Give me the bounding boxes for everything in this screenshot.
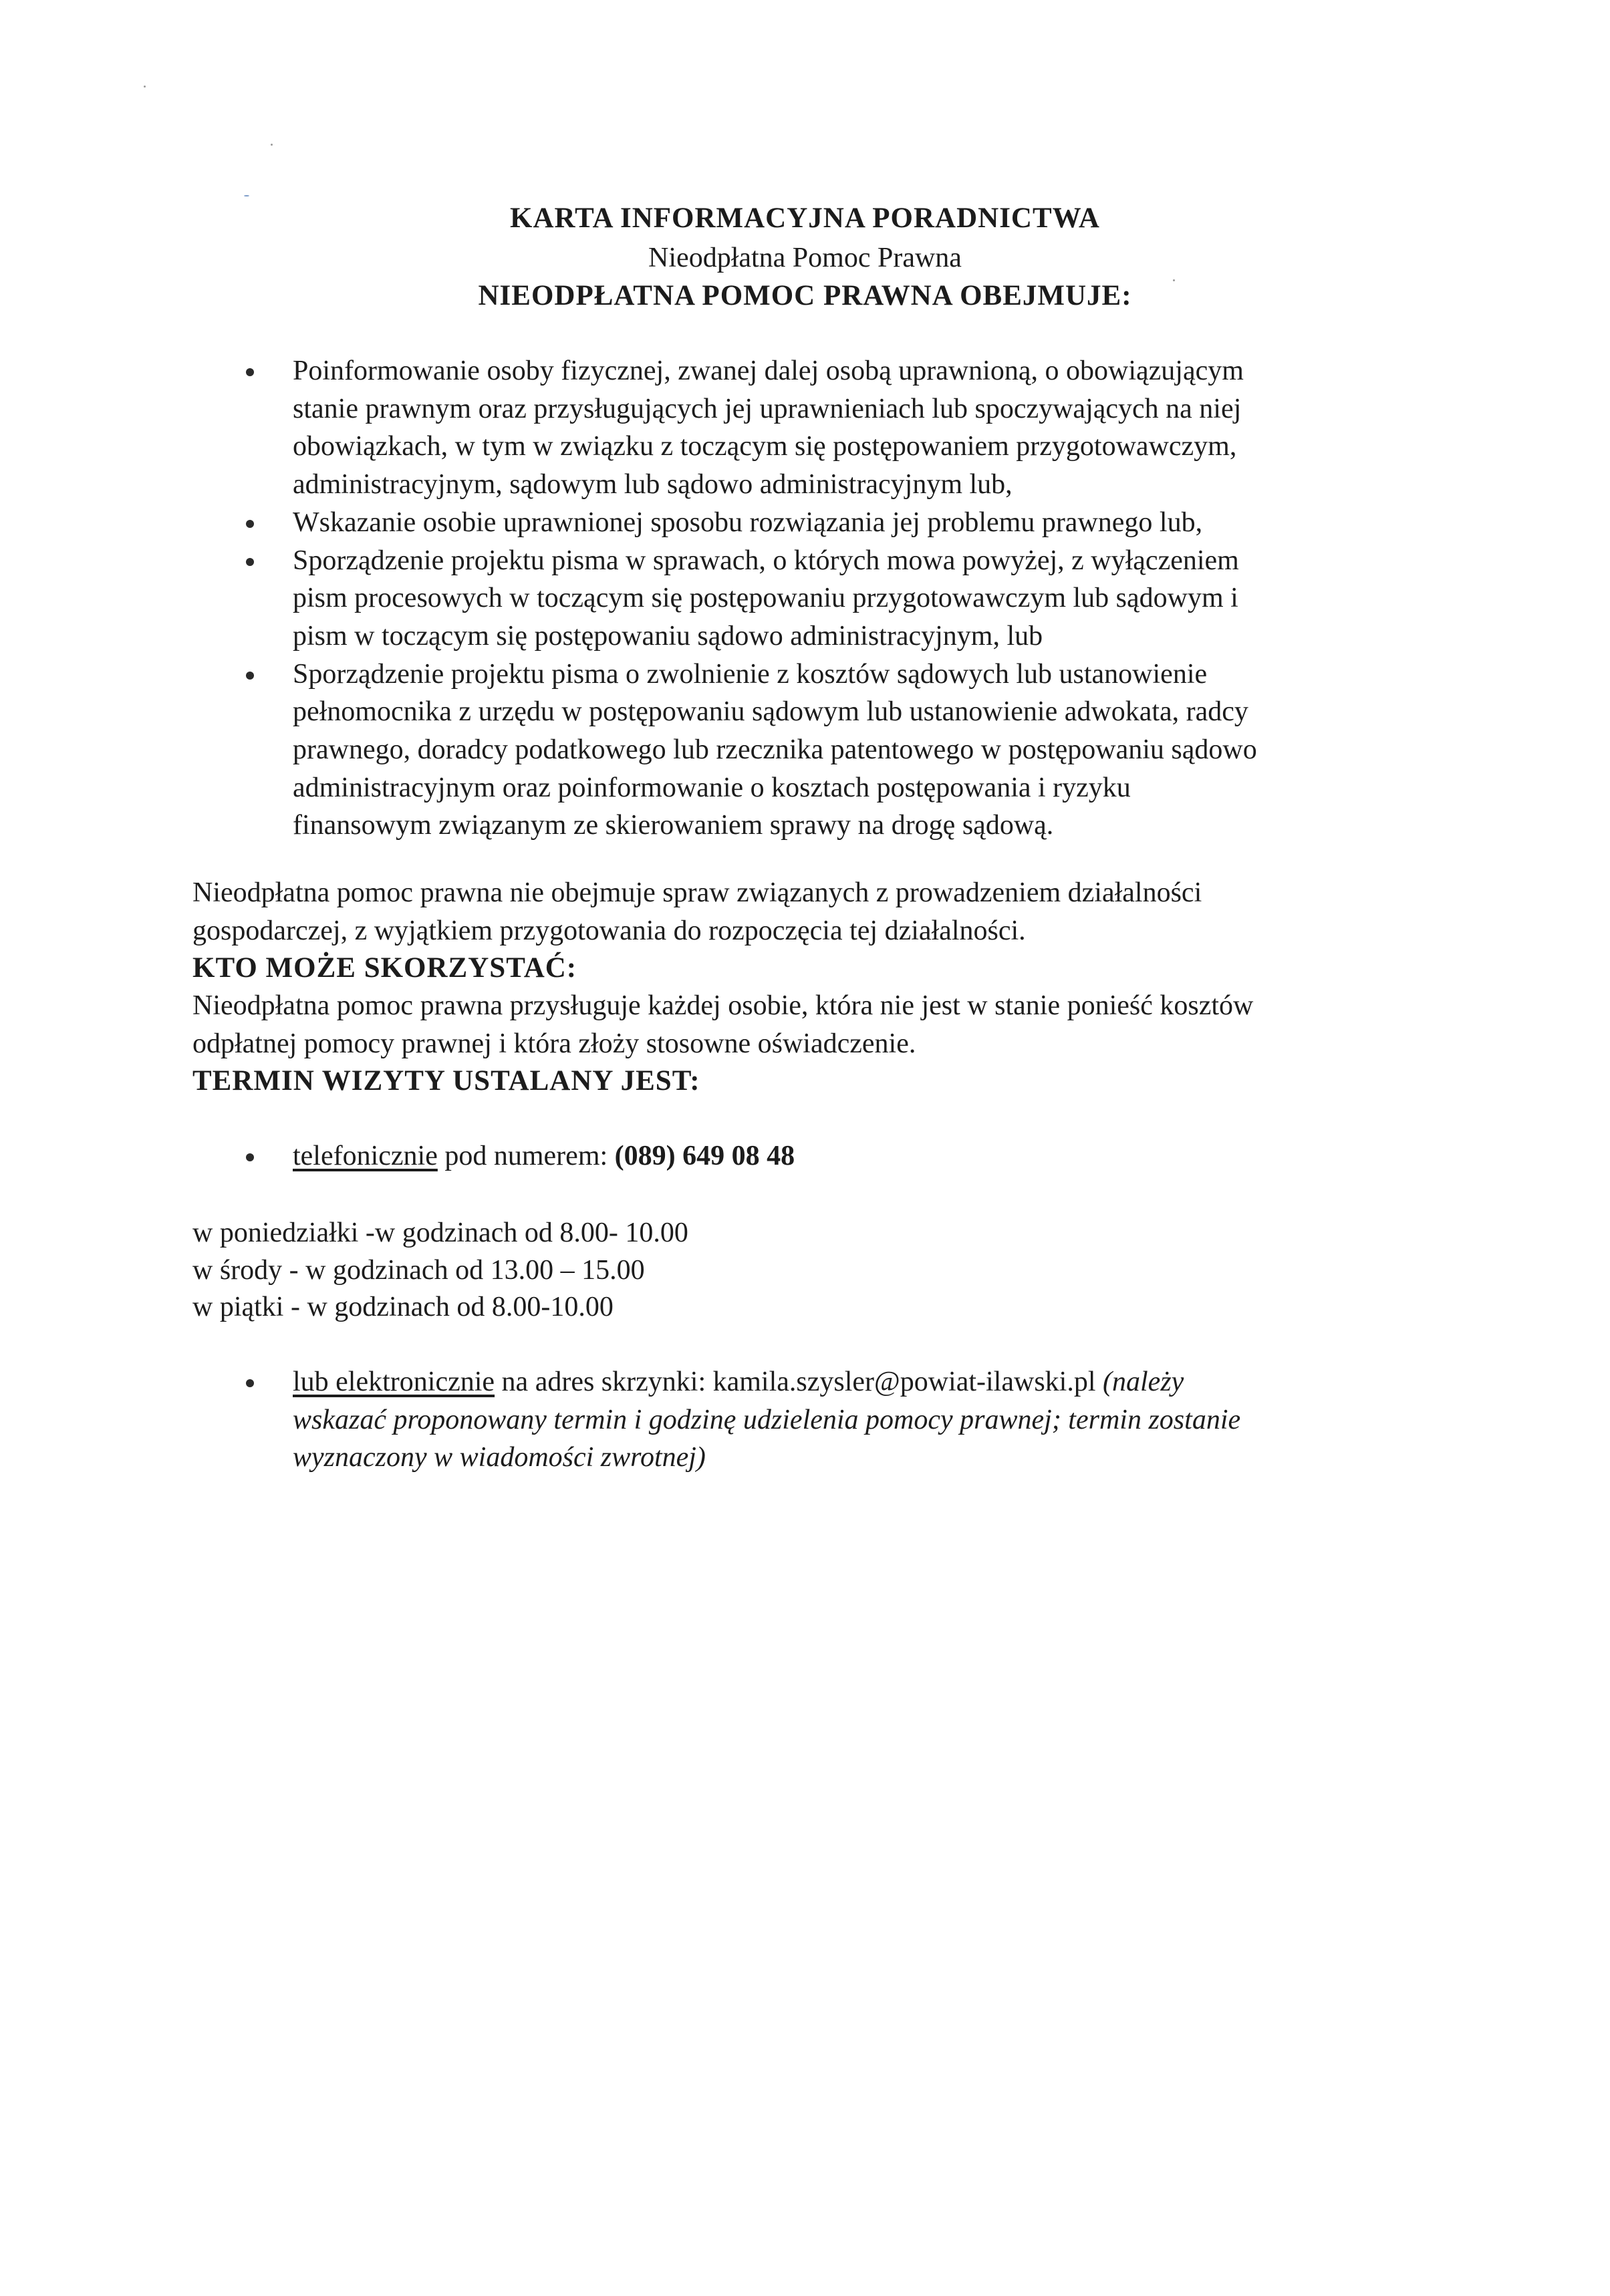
hours-monday: w poniedziałki -w godzinach od 8.00- 10.00 xyxy=(192,1217,688,1248)
email-method-label: lub elektronicznie xyxy=(293,1367,495,1397)
phone-contact xyxy=(293,1137,795,1175)
bullet-icon xyxy=(246,672,254,680)
scan-speck xyxy=(244,195,249,196)
phone-number[interactable]: (089) 649 08 48 xyxy=(614,1141,795,1171)
phone-method-label: telefonicznie xyxy=(293,1141,438,1171)
scope-item-text: Sporządzenie projektu pisma w sprawach, o których mowa powyżej, z wyłączeniem pism procesowych w toczącym się postępowaniu przygotowawczym lub sądowym i pism w toczącym się postępowaniu sądowo administracyjnym, lub xyxy=(293,545,1239,652)
office-hours xyxy=(192,1215,688,1326)
email-contact xyxy=(293,1363,1509,1477)
phone-connector: pod numerem: xyxy=(437,1141,615,1171)
scope-item xyxy=(293,352,1509,504)
scope-item xyxy=(293,542,1509,656)
scope-item xyxy=(293,504,1509,542)
scope-item xyxy=(293,656,1509,845)
bullet-icon xyxy=(246,520,254,528)
scope-item-text: Wskazanie osobie uprawnionej sposobu rozwiązania jej problemu prawnego lub, xyxy=(293,507,1203,538)
scope-item-text: Poinformowanie osoby fizycznej, zwanej dalej osobą uprawnioną, o obowiązującym stanie prawnym oraz przysługujących jej uprawnieniach lub spoczywających na niej obowiązkach, w tym w związku z toczącym się postępowaniem przygotowawczym, administracyjnym, sądowym lub sądowo administracyjnym lub, xyxy=(293,355,1244,500)
bullet-icon xyxy=(246,368,254,376)
scan-speck xyxy=(144,86,146,88)
email-address[interactable]: kamila.szysler@powiat-ilawski.pl xyxy=(712,1367,1096,1397)
eligibility-heading: KTO MOŻE SKORZYSTAĆ: xyxy=(192,952,577,984)
bullet-icon xyxy=(246,1153,254,1161)
appointment-heading: TERMIN WIZYTY USTALANY JEST: xyxy=(192,1065,700,1097)
scope-list xyxy=(293,352,1509,845)
exclusion-paragraph: Nieodpłatna pomoc prawna nie obejmuje spraw związanych z prowadzeniem działalności gospodarczej, z wyjątkiem przygotowania do rozpoczęcia tej działalności. xyxy=(192,877,1202,946)
scope-item-text: Sporządzenie projektu pisma o zwolnienie z kosztów sądowych lub ustanowienie pełnomocnika z urzędu w postępowaniu sądowym lub ustanowienie adwokata, radcy prawnego, doradcy podatkowego lub rzecznika patentowego w postępowaniu sądowo administracyjnym oraz poinformowanie o kosztach postępowania i ryzyku finansowym związanym ze skierowaniem sprawy na drogę sądową. xyxy=(293,658,1257,841)
scan-speck xyxy=(271,144,273,146)
scope-heading: NIEODPŁATNA POMOC PRAWNA OBEJMUJE: xyxy=(478,280,1132,311)
eligibility-paragraph: Nieodpłatna pomoc prawna przysługuje każdej osobie, która nie jest w stanie ponieść kosztów odpłatnej pomocy prawnej i która złoży stosowne oświadczenie. xyxy=(192,990,1254,1059)
bullet-icon xyxy=(246,558,254,566)
email-note: (należy wskazać proponowany termin i godzinę udzielenia pomocy prawnej; termin zostanie wyznaczony w wiadomości zwrotnej) xyxy=(293,1367,1241,1473)
document-title: KARTA INFORMACYJNA PORADNICTWA xyxy=(510,202,1100,234)
hours-friday: w piątki - w godzinach od 8.00-10.00 xyxy=(192,1292,614,1322)
bullet-icon xyxy=(246,1379,254,1387)
document-subtitle: Nieodpłatna Pomoc Prawna xyxy=(648,243,962,273)
hours-wednesday: w środy - w godzinach od 13.00 – 15.00 xyxy=(192,1254,645,1286)
email-connector: na adres skrzynki: xyxy=(495,1367,713,1397)
